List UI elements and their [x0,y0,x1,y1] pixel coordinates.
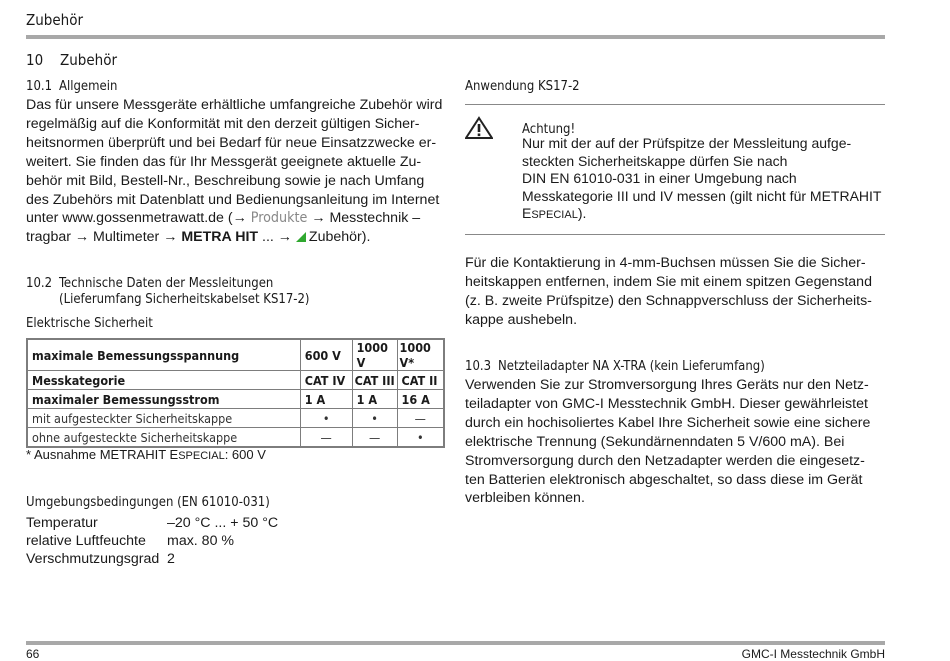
table-row [27,339,444,371]
table-cell: CAT IV [300,371,352,390]
env-label: Temperatur [26,515,98,531]
arrow-icon: → [311,210,326,227]
section-title: Allgemein [59,79,118,94]
text-span: SPECIAL [178,450,225,462]
chapter-number: 10 [26,51,44,69]
section-number: 10.3 [465,359,492,374]
section-10-1-heading [26,79,117,94]
table-row [27,409,444,428]
arrow-icon: → [277,229,292,246]
table-row [27,428,444,448]
electrical-safety-subtitle: Elektrische Sicherheit [26,316,153,331]
text-span: Messtechnik – [325,210,421,227]
text-line: behör mit Bild, Bestell-Nr., Beschreibung sowie je nach Umfang [26,172,425,189]
text-line: Verwenden Sie zur Stromversorgung Ihres Geräts nur den Netz- [465,377,869,393]
warning-title: Achtung! [522,122,576,137]
text-line: Stromversorgung durch den Netzadapter werden die eingesetz- [465,452,865,469]
table-cell: mit aufgesteckter Sicherheitskappe [27,409,300,428]
text-line: des Zubehörs mit Datenblatt und Bedienungsanleitung im Internet [26,191,440,208]
env-value: –20 °C ... + 50 °C [167,515,279,531]
text-line: Das für unsere Messgeräte erhältliche umfangreiche Zubehör wird [26,97,443,113]
text-line: Für die Kontaktierung in 4-mm-Buchsen müssen Sie die Sicher- [465,255,866,271]
table-cell: • [352,409,397,428]
table-cell: CAT II [397,371,444,390]
text-span: E [522,205,532,221]
text-line [26,209,442,228]
chapter-title: Zubehör [60,51,118,69]
text-span: tragbar [26,229,75,246]
divider [465,104,885,105]
cable-spec-table [26,338,445,448]
table-footnote [26,447,266,462]
section-number: 10.2 [26,276,53,291]
anwendung-heading: Anwendung KS17-2 [465,79,580,94]
arrow-icon: → [232,210,247,227]
text-line: steckten Sicherheitskappe dürfen Sie nach [522,152,788,169]
text-line: Messkategorie III und IV messen (gilt nicht für METRAHIT [522,187,882,204]
section-10-3-heading [465,359,765,374]
section-10-3-body [465,376,870,508]
text-line: durch ein hochisoliertes Kabel Ihre Sicherheit sowie eine sichere [465,414,871,431]
table-cell: 1 A [300,390,352,409]
footer-divider [26,641,885,645]
text-span: : 600 V [224,447,266,462]
section-10-1-body [26,96,442,247]
env-row-temperature [26,515,278,531]
text-line: (z. B. zweite Prüfspitze) den Schnappverschluss der Sicherheits- [465,292,872,309]
table-cell: CAT III [352,371,397,390]
text-line: heitsnormen überprüft und bei Bedarf für neue Einsatzzwecke er- [26,134,437,151]
env-label: relative Luftfeuchte [26,533,146,549]
table-cell: maximale Bemessungsspannung [27,339,300,371]
table-cell: 1000 V* [397,339,444,371]
table-row [27,371,444,390]
text-line [522,205,881,225]
text-line: heitskappen entfernen, indem Sie mit einem spitzen Gegenstand [465,273,872,290]
text-line [26,228,442,247]
section-title-cont: (Lieferumfang Sicherheitskabelset KS17-2) [59,292,310,307]
env-value: 2 [167,551,175,567]
table-cell: ohne aufgesteckte Sicherheitskappe [27,428,300,448]
env-row-humidity [26,533,234,549]
section-10-2-heading [26,276,310,308]
env-label: Verschmutzungsgrad [26,551,160,567]
table-row [27,390,444,409]
text-span: ). [577,205,587,221]
text-span: * Ausnahme METRAHIT E [26,447,179,462]
env-value: max. 80 % [167,533,235,549]
divider [465,234,885,235]
env-row-pollution [26,551,175,567]
text-line: ten Batterien elektronisch abgeschaltet, so dass diese im Gerät [465,471,863,488]
metrahit-label: METRA HIT [181,229,259,246]
text-span: Zubehör). [308,229,371,246]
table-cell: — [397,409,444,428]
text-span: ... [258,229,278,246]
text-line: verbleiben können. [465,490,585,507]
table-cell: maximaler Bemessungsstrom [27,390,300,409]
section-title: Netzteiladapter NA X-TRA (kein Lieferumfang) [498,359,765,374]
table-cell: 1000 V [352,339,397,371]
footer-company: GMC-I Messtechnik GmbH [741,647,885,661]
section-title: Technische Daten der Messleitungen [59,276,274,291]
green-triangle-icon [296,232,306,242]
text-span: unter www.gossenmetrawatt.de ( [26,210,233,227]
page-header-title: Zubehör [26,11,84,29]
warning-text [522,135,881,225]
text-line: kappe aushebeln. [465,311,578,328]
table-cell: — [352,428,397,448]
section-number: 10.1 [26,79,53,94]
page-number: 66 [26,647,40,661]
text-line: weitert. Sie finden das für Ihr Messgerät geeignete aktuelle Zu- [26,153,422,170]
table-cell: Messkategorie [27,371,300,390]
text-line: elektrische Trennung (Sekundärnenndaten 5 V/600 mA). Bei [465,433,845,450]
table-cell: • [397,428,444,448]
text-line: DIN EN 61010-031 in einer Umgebung nach [522,170,797,186]
text-span: SPECIAL [531,209,578,221]
environment-heading: Umgebungsbedingungen (EN 61010-031) [26,495,270,510]
anwendung-paragraph [465,254,872,330]
arrow-icon: → [74,229,90,246]
text-span: Multimeter [89,229,164,246]
header-divider [26,35,885,39]
table-cell: 16 A [397,390,444,409]
text-line: Nur mit der auf der Prüfspitze der Messleitung aufge- [522,135,852,151]
warning-triangle-icon [465,116,493,140]
text-line: teiladapter von GMC-I Messtechnik GmbH. Dieser gewährleistet [465,395,868,412]
produkte-link[interactable]: Produkte [250,210,308,227]
table-cell: • [300,409,352,428]
table-cell: — [300,428,352,448]
table-cell: 1 A [352,390,397,409]
table-cell: 600 V [300,339,352,371]
text-line: regelmäßig auf die Konformität mit den derzeit gültigen Sicher- [26,115,420,132]
chapter-heading [26,51,117,69]
arrow-icon: → [163,229,178,246]
